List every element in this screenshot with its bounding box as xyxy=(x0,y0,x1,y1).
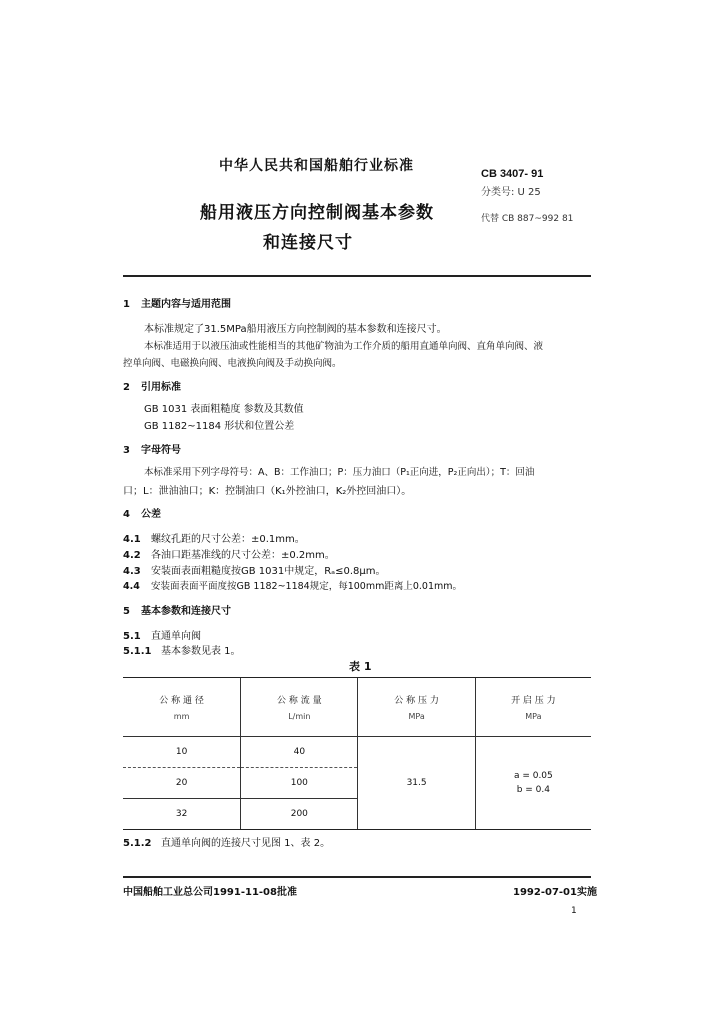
clause-text: 安装面表面平面度按GB 1182~1184规定，每100mm距离上0.01mm。 xyxy=(151,581,463,592)
header-label: 公 称 流 量 xyxy=(277,696,322,706)
section-title: 主题内容与适用范围 xyxy=(141,299,231,310)
header-nominal-diameter xyxy=(123,678,241,737)
section-number: 3 xyxy=(123,445,130,456)
table-header-row xyxy=(123,678,591,737)
classification-number: 分类号: U 25 xyxy=(481,187,541,198)
section-4-heading xyxy=(123,505,161,520)
footer-divider xyxy=(123,876,591,878)
section-title: 字母符号 xyxy=(141,445,181,456)
clause-number: 4.1 xyxy=(123,534,141,545)
clause-number: 5.1 xyxy=(123,631,141,642)
clause-number: 4.4 xyxy=(123,581,140,592)
section-number: 4 xyxy=(123,509,130,520)
section-3-paragraph-1a: 本标准采用下列字母符号：A、B：工作油口；P：压力油口（P₁正向进，P₂正向出）；T：回油 xyxy=(144,467,535,478)
document-title-line1: 船用液压方向控制阀基本参数 xyxy=(200,203,434,223)
implementation-date: 1992-07-01实施 xyxy=(513,887,597,898)
cell-flow: 100 xyxy=(241,768,358,799)
section-number: 5 xyxy=(123,606,130,617)
section-number: 1 xyxy=(123,299,130,310)
reference-2: GB 1182~1184 形状和位置公差 xyxy=(144,421,295,432)
reference-1: GB 1031 表面粗糙度 参数及其数值 xyxy=(144,404,304,415)
clause-text: 直通单向阀 xyxy=(151,631,201,642)
clause-text: 安装面表面粗糙度按GB 1031中规定，Rₐ≤0.8μm。 xyxy=(151,566,386,577)
document-title-line2: 和连接尺寸 xyxy=(263,233,353,253)
section-1-heading xyxy=(123,295,231,310)
clause-number: 5.1.1 xyxy=(123,646,152,657)
section-5-heading xyxy=(123,602,231,617)
approval-date: 中国船舶工业总公司1991-11-08批准 xyxy=(123,887,297,898)
section-1-paragraph-1: 本标准规定了31.5MPa船用液压方向控制阀的基本参数和连接尺寸。 xyxy=(144,324,447,335)
header-unit: MPa xyxy=(408,712,425,721)
cell-flow: 200 xyxy=(241,799,358,830)
section-3-heading xyxy=(123,441,181,456)
header-nominal-flow xyxy=(241,678,358,737)
section-1-paragraph-2b: 控单向阀、电磁换向阀、电液换向阀及手动换向阀。 xyxy=(123,358,342,369)
tolerance-item xyxy=(123,578,462,592)
header-label: 公 称 通 径 xyxy=(159,696,204,706)
clause-text: 直通单向阀的连接尺寸见图 1、表 2。 xyxy=(161,838,331,849)
clause-text: 各油口距基准线的尺寸公差：±0.2mm。 xyxy=(151,550,335,561)
cell-diameter: 20 xyxy=(123,768,241,799)
header-unit: mm xyxy=(173,712,190,721)
clause-number: 5.1.2 xyxy=(123,838,152,849)
table-1 xyxy=(123,677,591,830)
cell-diameter: 32 xyxy=(123,799,241,830)
section-title: 公差 xyxy=(141,509,161,520)
table-1-caption: 表 1 xyxy=(349,660,372,673)
section-3-paragraph-1b: 口；L：泄油油口；K：控制油口（K₁外控油口，K₂外控回油口）。 xyxy=(123,486,412,497)
issuing-organization: 中华人民共和国船舶行业标准 xyxy=(219,158,414,174)
cell-flow: 40 xyxy=(241,737,358,768)
cell-diameter: 10 xyxy=(123,737,241,768)
opening-pressure-b: b = 0.4 xyxy=(516,785,550,795)
section-title: 引用标准 xyxy=(141,382,181,393)
header-label: 公 称 压 力 xyxy=(394,696,439,706)
header-unit: MPa xyxy=(525,712,542,721)
page-number: 1 xyxy=(571,906,577,916)
clause-5-1-2 xyxy=(123,834,330,849)
header-unit: L/min xyxy=(288,712,311,721)
tolerance-item xyxy=(123,546,335,561)
tolerance-item xyxy=(123,562,386,577)
standard-number: CB 3407- 91 xyxy=(481,168,544,180)
clause-text: 基本参数见表 1。 xyxy=(161,646,241,657)
section-title: 基本参数和连接尺寸 xyxy=(141,606,231,617)
section-1-paragraph-2a: 本标准适用于以液压油或性能相当的其他矿物油为工作介质的船用直通单向阀、直角单向阀、液 xyxy=(144,341,544,352)
clause-number: 4.2 xyxy=(123,550,141,561)
clause-5-1 xyxy=(123,627,201,642)
clause-number: 4.3 xyxy=(123,566,141,577)
clause-5-1-1 xyxy=(123,642,241,657)
table-row xyxy=(123,737,591,768)
header-divider xyxy=(123,275,591,277)
tolerance-item xyxy=(123,530,305,545)
cell-pressure: 31.5 xyxy=(358,737,475,830)
replaces-standard: 代替 CB 887~992 81 xyxy=(481,214,574,224)
clause-text: 螺纹孔距的尺寸公差：±0.1mm。 xyxy=(151,534,305,545)
header-nominal-pressure xyxy=(358,678,475,737)
section-number: 2 xyxy=(123,382,130,393)
opening-pressure-a: a = 0.05 xyxy=(513,771,553,781)
header-opening-pressure xyxy=(475,678,591,737)
section-2-heading xyxy=(123,378,181,393)
cell-opening-pressure xyxy=(475,737,591,830)
header-label: 开 启 压 力 xyxy=(511,696,556,706)
